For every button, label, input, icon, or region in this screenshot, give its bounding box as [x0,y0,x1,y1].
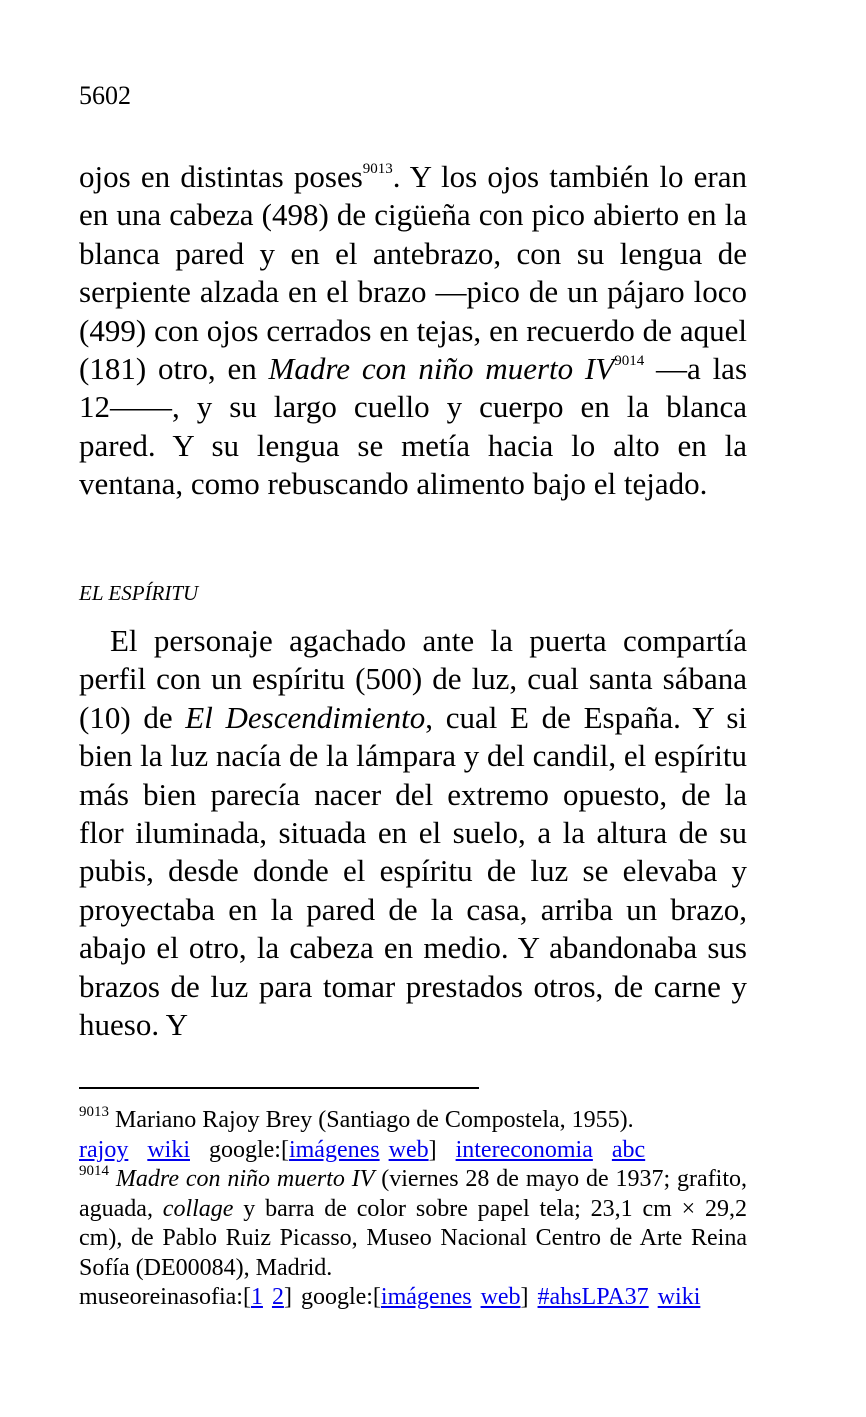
page-number: 5602 [79,81,131,110]
link-google-web[interactable]: web [388,1136,429,1163]
link-wiki[interactable]: wiki [657,1284,701,1310]
link-intereconomia[interactable]: intereconomia [455,1136,593,1163]
link-museo-1[interactable]: 1 [250,1284,263,1310]
footnote-collage: collage [162,1195,234,1222]
bracket-close: ] [428,1136,437,1163]
google-prefix: google:[ [208,1136,289,1163]
footnote-text-b: y barra de color sobre papel tela; 23,1 cm × 29,2 cm), de Pablo Ruiz Picasso, Museo Nacional Centro de Arte Reina Sofía (DE00084), Madrid. [79,1195,747,1281]
link-google-images[interactable]: imágenes [288,1136,380,1163]
google-prefix: google:[ [300,1284,381,1310]
footnote-9014 [79,1165,747,1283]
para1-text-a: ojos en distintas poses [79,159,363,194]
link-rajoy[interactable]: rajoy [79,1136,129,1163]
footnote-9014-links [79,1283,747,1313]
footnote-9013 [79,1106,747,1136]
artwork-title-descendimiento: El Descendimiento [185,699,426,735]
artwork-title: Madre con niño muerto IV [268,351,615,387]
bracket-close: ] [520,1284,529,1310]
para2-text-b: , cual E de España. Y si bien la luz nacía de la lámpara y del candil, el espíritu más bien parecía nacer del extremo opuesto, de la flor iluminada, situada en el suelo, a la altura de su pubis, desde donde el espíritu de luz se elevaba y proyectaba en la pared de la casa, arriba un brazo, abajo el otro, la cabeza en medio. Y abandonaba sus brazos de luz para tomar prestados otros, de carne y hueso. Y [79,699,748,1043]
footnote-9013-links [79,1136,747,1166]
section-heading: EL ESPÍRITU [79,581,199,605]
para2-text-a: El personaje agachado ante la puerta compartía perfil con un espíritu (500) de luz, cual santa sábana (10) de [79,623,747,735]
footnote-text-a: (viernes 28 de mayo de 1937; grafito, aguada, [79,1166,748,1222]
body-paragraph-2 [79,622,747,1044]
footnotes [79,1106,747,1313]
footnote-number: 9014 [79,1163,109,1179]
link-google-web[interactable]: web [480,1284,521,1310]
footnote-ref-9013[interactable]: 9013 [362,161,393,177]
footnote-text: Mariano Rajoy Brey (Santiago de Compostela, 1955). [109,1107,634,1133]
footnote-ref-9014[interactable]: 9014 [614,353,645,370]
para1-text-c: ―a las 12――, y su largo cuello y cuerpo en la blanca pared. Y su lengua se metía hacia lo alto en la ventana, como rebuscando alimento bajo el tejado. [79,351,748,502]
footnote-artwork-title: Madre con niño muerto IV [115,1166,375,1192]
link-abc[interactable]: abc [611,1136,646,1163]
footnote-divider [79,1087,479,1089]
link-wiki[interactable]: wiki [147,1136,190,1163]
link-google-images[interactable]: imágenes [380,1284,472,1310]
footnote-number: 9013 [79,1104,109,1120]
para1-text-b: . Y los ojos también lo eran en una cabeza (498) de cigüeña con pico abierto en la blanca pared y en el antebrazo, con su lengua de serpiente alzada en el brazo ―pico de un pájaro loco (499) con ojos cerrados en tejas, en recuerdo de aquel (181) otro, en [79,159,747,387]
museo-prefix: museoreinasofia:[ [79,1284,251,1310]
bracket-close: ] [283,1284,292,1310]
link-hashtag[interactable]: #ahsLPA37 [537,1284,649,1310]
body-paragraph-1 [79,158,747,504]
link-museo-2[interactable]: 2 [271,1284,284,1310]
